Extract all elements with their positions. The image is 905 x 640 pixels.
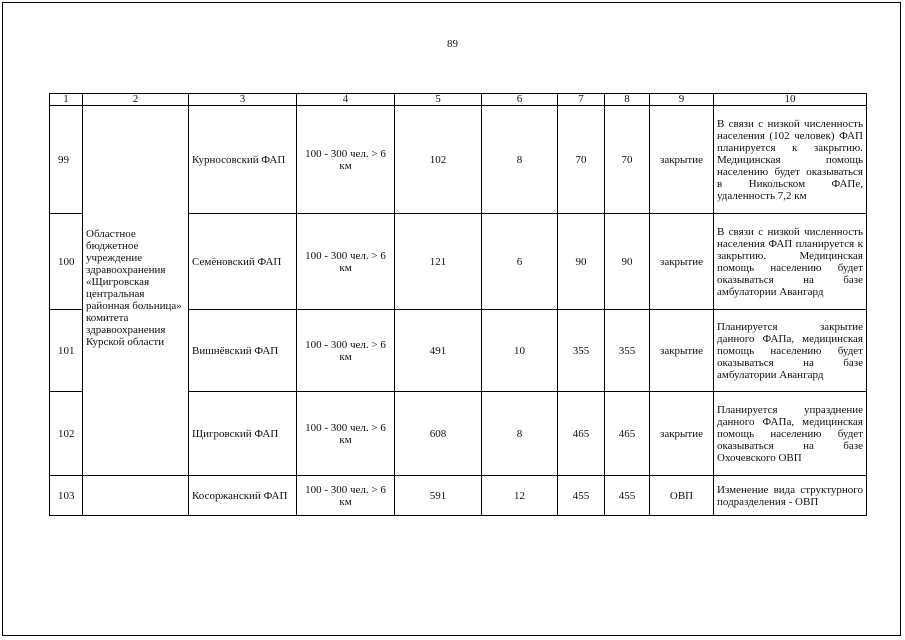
action-cell: закрытие <box>650 214 714 310</box>
value-cell: 70 <box>558 106 605 214</box>
criteria-cell: 100 - 300 чел. > 6 км <box>297 214 395 310</box>
facility-name: Семёновский ФАП <box>189 214 297 310</box>
criteria-cell: 100 - 300 чел. > 6 км <box>297 476 395 516</box>
header-cell: 2 <box>83 94 189 106</box>
value-cell: 6 <box>482 214 558 310</box>
value-cell: 355 <box>558 310 605 392</box>
header-cell: 6 <box>482 94 558 106</box>
row-number: 99 <box>50 106 83 214</box>
row-number: 102 <box>50 392 83 476</box>
value-cell: 90 <box>558 214 605 310</box>
organization-name: Областное бюджетное учреждение здравоохранения «Щигровская центральная районная больница» комитета здравоохранения Курской области <box>83 106 189 476</box>
row-number: 100 <box>50 214 83 310</box>
header-cell: 3 <box>189 94 297 106</box>
value-cell: 455 <box>605 476 650 516</box>
value-cell: 465 <box>558 392 605 476</box>
value-cell: 70 <box>605 106 650 214</box>
criteria-cell: 100 - 300 чел. > 6 км <box>297 106 395 214</box>
note-cell: Планируется закрытие данного ФАПа, медицинская помощь населению будет оказываться на базе амбулатории Авангард <box>714 310 867 392</box>
organization-empty-cell <box>83 476 189 516</box>
header-cell: 8 <box>605 94 650 106</box>
table-row <box>50 106 867 214</box>
value-cell: 10 <box>482 310 558 392</box>
criteria-cell: 100 - 300 чел. > 6 км <box>297 392 395 476</box>
header-cell: 7 <box>558 94 605 106</box>
note-cell: В связи с низкой численность населения (102 человек) ФАП планируется к закрытию. Медицинская помощь населению будет оказываться в Никольском ФАПе, удаленность 7,2 км <box>714 106 867 214</box>
facilities-table <box>49 93 867 516</box>
note-cell: Изменение вида структурного подразделения - ОВП <box>714 476 867 516</box>
value-cell: 455 <box>558 476 605 516</box>
action-cell: закрытие <box>650 310 714 392</box>
value-cell: 465 <box>605 392 650 476</box>
header-cell: 9 <box>650 94 714 106</box>
facility-name: Вишнёвский ФАП <box>189 310 297 392</box>
criteria-cell: 100 - 300 чел. > 6 км <box>297 310 395 392</box>
facility-name: Щигровский ФАП <box>189 392 297 476</box>
value-cell: 491 <box>395 310 482 392</box>
action-cell: закрытие <box>650 392 714 476</box>
facility-name: Косоржанский ФАП <box>189 476 297 516</box>
table-header-row <box>50 94 867 106</box>
header-cell: 4 <box>297 94 395 106</box>
note-cell: Планируется упразднение данного ФАПа, медицинская помощь населению будет оказываться на базе Охочевского ОВП <box>714 392 867 476</box>
row-number: 101 <box>50 310 83 392</box>
note-cell: В связи с низкой численность населения ФАП планируется к закрытию. Медицинская помощь населению будет оказываться на базе амбулатории Авангард <box>714 214 867 310</box>
header-cell: 1 <box>50 94 83 106</box>
value-cell: 608 <box>395 392 482 476</box>
value-cell: 121 <box>395 214 482 310</box>
value-cell: 102 <box>395 106 482 214</box>
facility-name: Курносовский ФАП <box>189 106 297 214</box>
row-number: 103 <box>50 476 83 516</box>
header-cell: 10 <box>714 94 867 106</box>
page-number: 89 <box>447 38 458 50</box>
action-cell: закрытие <box>650 106 714 214</box>
action-cell: ОВП <box>650 476 714 516</box>
value-cell: 90 <box>605 214 650 310</box>
value-cell: 8 <box>482 106 558 214</box>
value-cell: 12 <box>482 476 558 516</box>
value-cell: 591 <box>395 476 482 516</box>
value-cell: 8 <box>482 392 558 476</box>
value-cell: 355 <box>605 310 650 392</box>
header-cell: 5 <box>395 94 482 106</box>
table-row <box>50 476 867 516</box>
